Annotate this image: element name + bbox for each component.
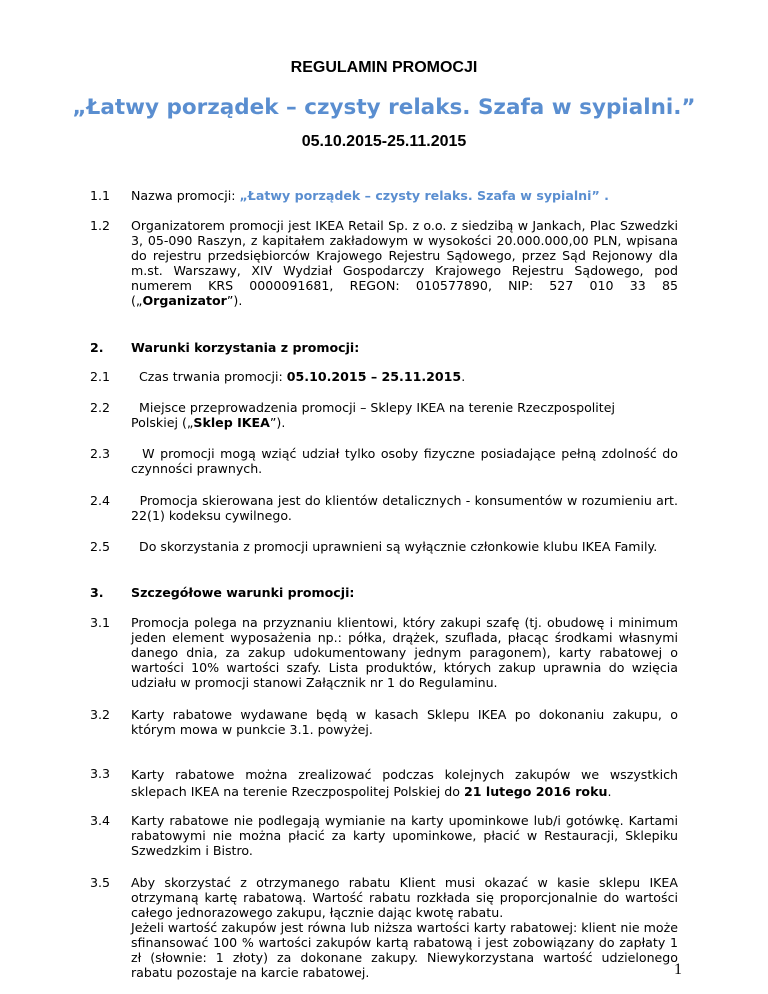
promotion-name: „Łatwy porządek – czysty relaks. Szafa w sypialni.” [72,95,696,120]
section-text: Karty rabatowe wydawane będą w kasach Sklepu IKEA po dokonaniu zakupu, o którym mowa w punkcie 3.1. powyżej. [131,707,678,737]
section-heading: Szczegółowe warunki promocji: [131,585,355,600]
paragraph: Jeżeli wartość zakupów jest równa lub niższa wartości karty rabatowej: klient nie może sfinansować 100 % wartości zakupów kartą rabatową i jest zobowiązany do zapłaty 1 zł (słownie: 1 złoty) za dokonane zakupy. Niewykorzystana wartość udzielonego rabatu pozostaje na karcie rabatowej. [131,920,678,980]
section-number: 3.2 [90,707,111,722]
section-text: Organizatorem promocji jest IKEA Retail Sp. z o.o. z siedzibą w Jankach, Plac Szwedzki 3, 05-090 Raszyn, z kapitałem zakładowym w wysokości 20.000.000,00 PLN, wpisana do rejestru przedsiębiorców Krajowego Rejestru Sądowego, przez Sąd Rejonowy dla m.st. Warszawy, XIV Wydział Gospodarczy Krajowego Rejestru Sądowego, pod numerem KRS 0000091681, REGON: 010577890, NIP: 527 010 33 85 („Organizator”). [131,218,678,308]
section-text: Promocja skierowana jest do klientów detalicznych - konsumentów w rozumieniu art. 22(1) kodeksu cywilnego. [131,493,682,523]
page-number: 1 [674,961,682,978]
section-number: 3.5 [90,875,111,890]
section-number: 2.5 [90,539,111,554]
section-number: 3. [90,585,104,600]
promotion-name-inline: „Łatwy porządek – czysty relaks. Szafa w sypialni” . [239,188,609,203]
store-term: Sklep IKEA [193,415,270,430]
document-title: REGULAMIN PROMOCJI [290,59,478,76]
expiry-date: 21 lutego 2016 roku [463,784,608,799]
section-text: Nazwa promocji: „Łatwy porządek – czysty relaks. Szafa w sypialni” . [131,188,609,203]
section-text: Karty rabatowe można zrealizować podczas kolejnych zakupów we wszystkich sklepach IKEA na terenie Rzeczpospolitej Polskiej do 21 lutego 2016 roku. [131,767,678,799]
section-number: 3.3 [90,766,111,781]
section-text: Karty rabatowe nie podlegają wymianie na karty upominkowe lub/i gotówkę. Kartami rabatowymi nie można płacić za karty upominkowe, płacić w Restauracji, Sklepiku Szwedzkim i Bistro. [131,813,678,858]
section-number: 2.2 [90,400,111,415]
section-text: Do skorzystania z promocji uprawnieni są wyłącznie członkowie klubu IKEA Family. [131,539,658,554]
section-number: 2.1 [90,369,111,384]
section-text: Promocja polega na przyznaniu klientowi, który zakupi szafę (tj. obudowę i minimum jeden element wyposażenia np.: półka, drążek, szuflada, płacąc środkami własnymi danego dnia, za zakup udokumentowany jednym paragonem), karty rabatowej o wartości 10% wartości szafy. Lista produktów, których zakup uprawnia do wzięcia udziału w promocji stanowi Załącznik nr 1 do Regulaminu. [131,615,678,690]
section-number: 1.2 [90,218,111,233]
paragraph: Aby skorzystać z otrzymanego rabatu Klient musi okazać w kasie sklepu IKEA otrzymaną kartę rabatową. Wartość rabatu rozkłada się proporcjonalnie do wartości całego jednorazowego zakupu, łącznie dając kwotę rabatu. [131,875,678,920]
promotion-period: 05.10.2015 – 25.11.2015 [286,369,462,384]
section-number: 2.3 [90,446,111,461]
section-number: 2.4 [90,493,111,508]
section-number: 3.4 [90,813,111,828]
section-number: 1.1 [90,188,111,203]
section-text: Miejsce przeprowadzenia promocji – Sklepy IKEA na terenie Rzeczpospolitej Polskiej („Sklep IKEA”). [131,400,619,430]
section-text [131,875,678,980]
section-number: 3.1 [90,615,111,630]
section-text: Czas trwania promocji: 05.10.2015 – 25.11.2015. [131,369,466,384]
section-text: W promocji mogą wziąć udział tylko osoby fizyczne posiadające pełną zdolność do czynności prawnych. [131,446,683,476]
organizer-term: Organizator [142,293,227,308]
section-heading: Warunki korzystania z promocji: [131,340,360,355]
section-number: 2. [90,340,104,355]
promotion-dates: 05.10.2015-25.11.2015 [301,133,467,150]
